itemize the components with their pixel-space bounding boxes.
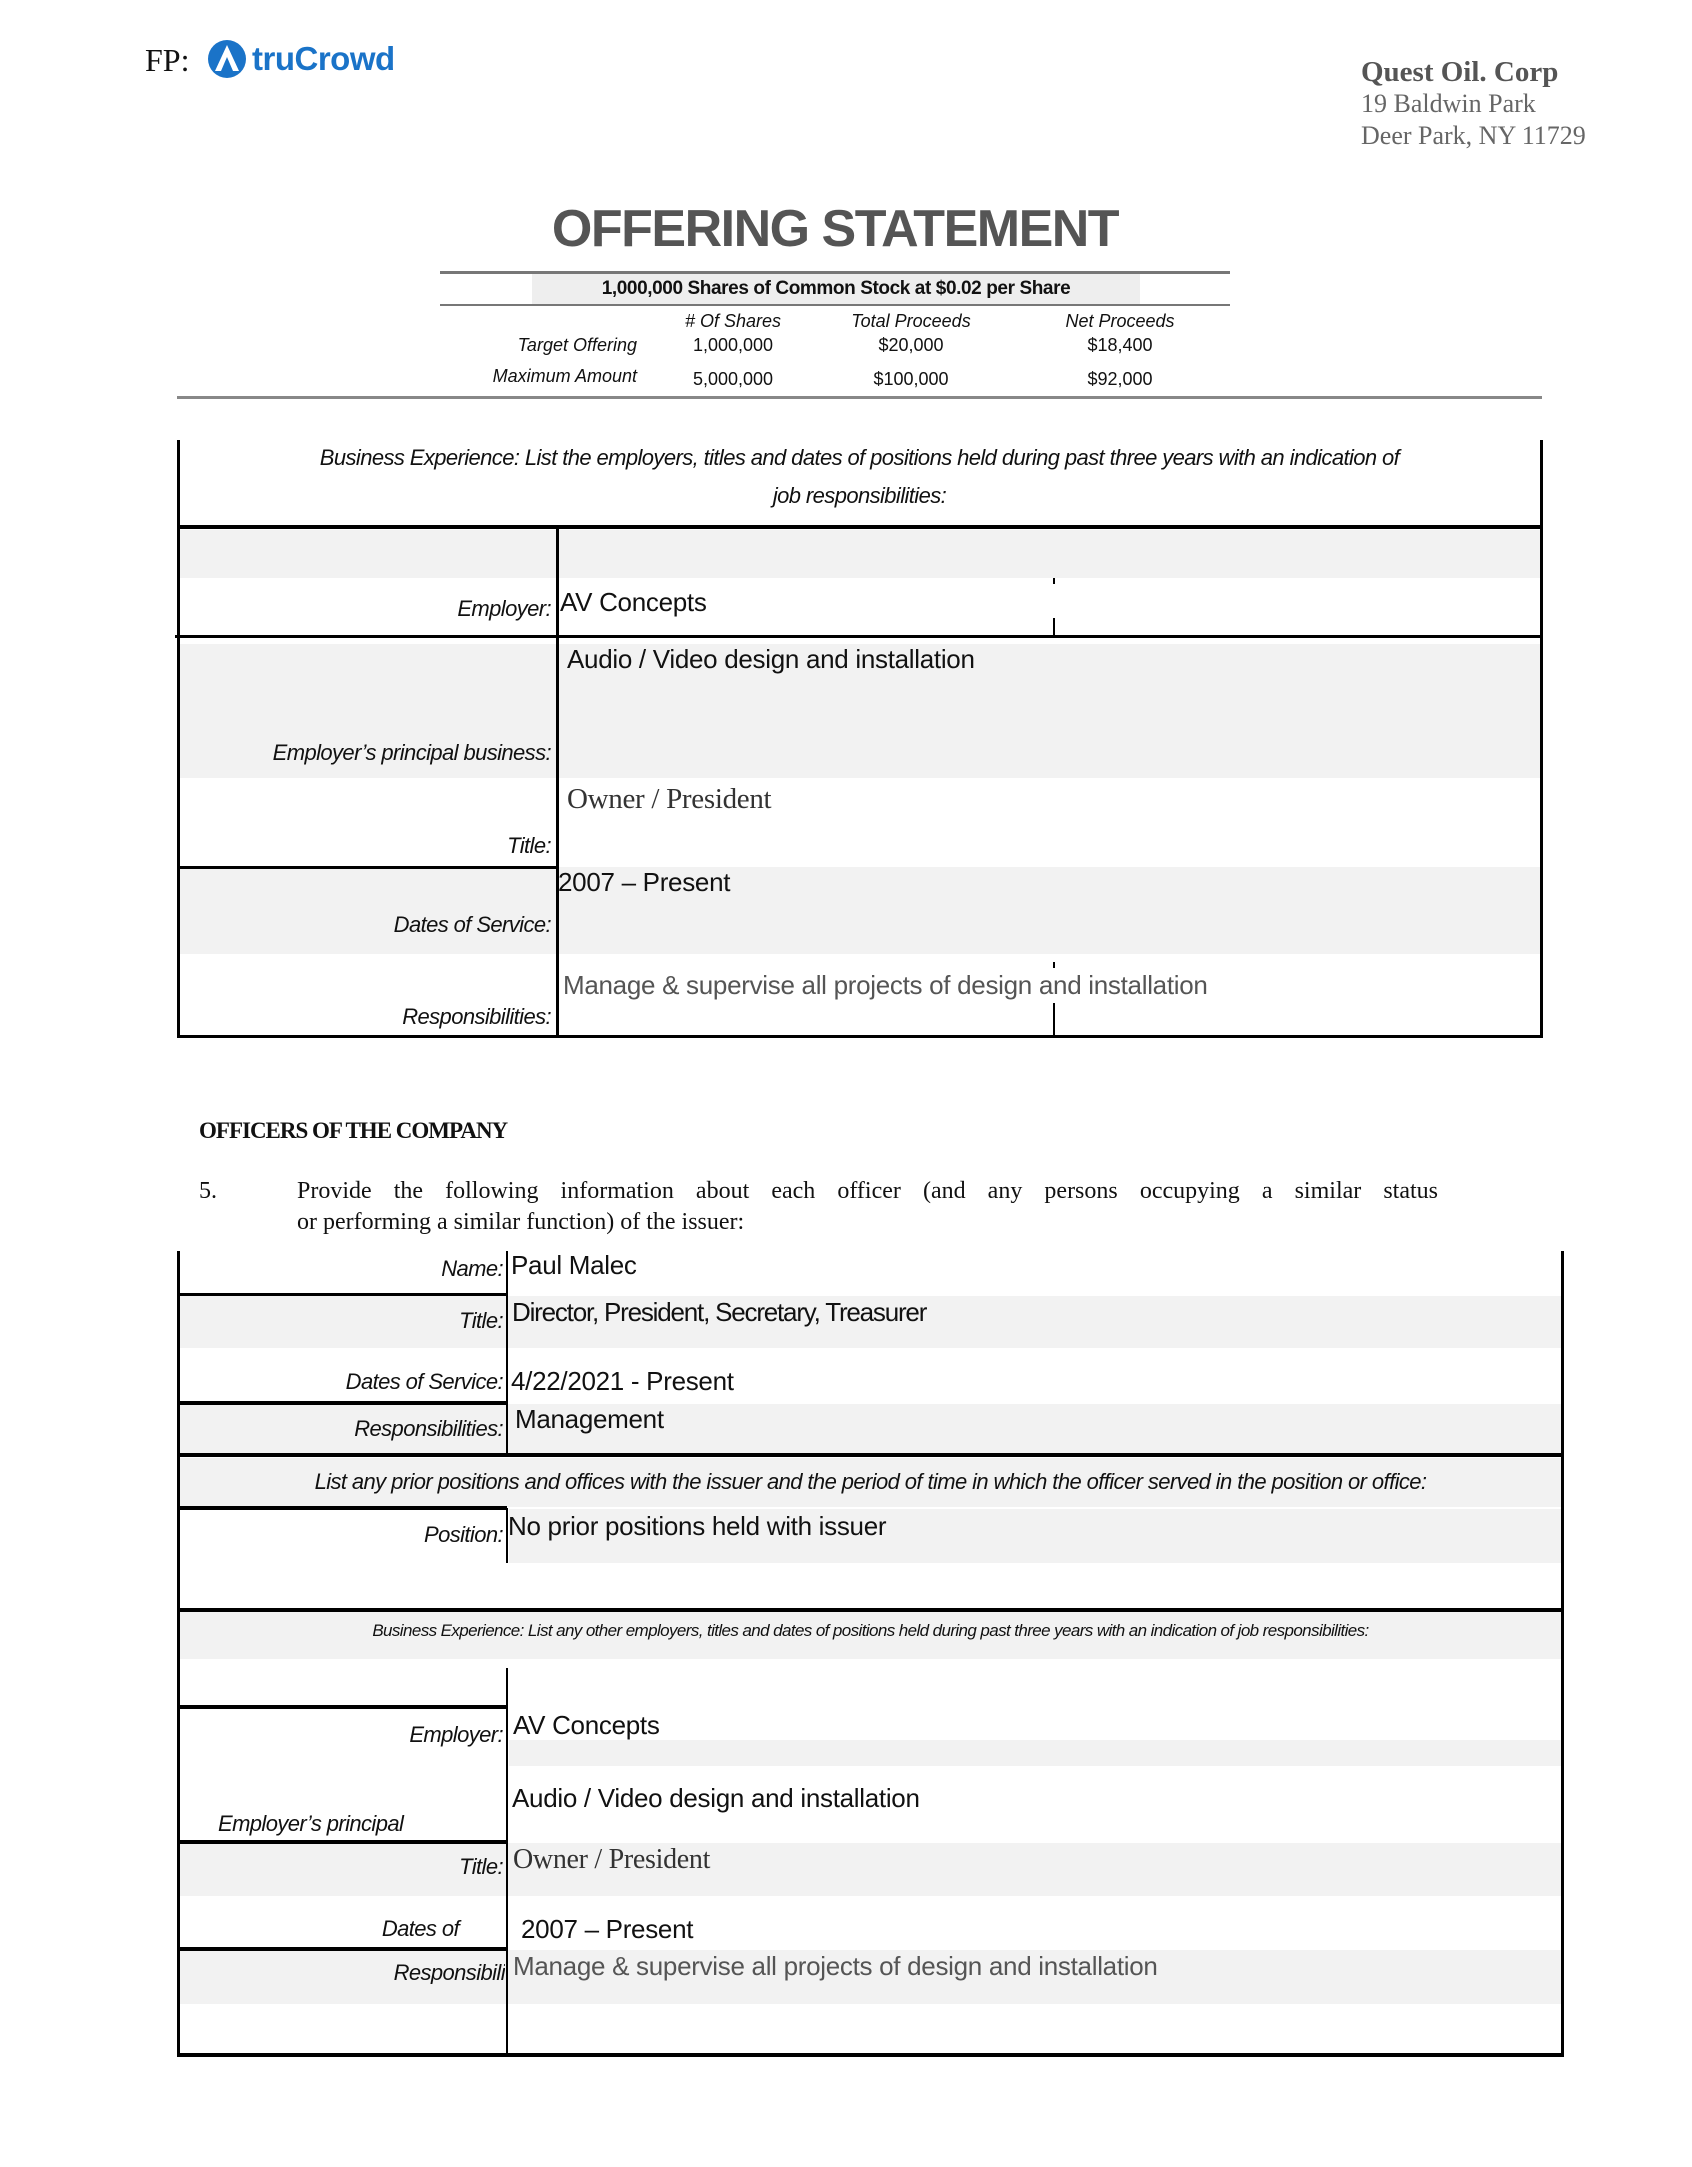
title-value: Director, President, Secretary, Treasurer: [512, 1297, 927, 1327]
cell: $92,000: [1087, 369, 1153, 389]
address-line1: 19 Baldwin Park: [1361, 89, 1536, 118]
responsibilities-value: Manage & supervise all projects of design and installation: [513, 1951, 1158, 1981]
position-value: No prior positions held with issuer: [508, 1511, 887, 1541]
item-text: or performing a similar function) of the issuer:: [297, 1209, 745, 1235]
business-experience-header: Business Experience: List any other employers, titles and dates of positions held during past three years with an indication of job responsibilities:: [372, 1621, 1369, 1640]
title-label: Title:: [459, 1854, 503, 1879]
title-label: Title:: [507, 833, 551, 858]
responsibilities-label: Responsibilities:: [354, 1416, 503, 1441]
dates-value: 2007 – Present: [558, 867, 731, 897]
cell: 5,000,000: [692, 369, 774, 389]
col-total: Total Proceeds: [851, 311, 971, 331]
business-value: Audio / Video design and installation: [567, 644, 975, 674]
responsibilities-label: Responsibilities:: [402, 1004, 551, 1029]
position-label: Position:: [424, 1522, 503, 1547]
divider: [440, 304, 1230, 306]
dates-value: 4/22/2021 - Present: [511, 1366, 734, 1396]
divider: [177, 396, 1542, 399]
employer-value: AV Concepts: [560, 587, 707, 617]
prior-positions-header: List any prior positions and offices with the issuer and the period of time in which the officer served in the position or office:: [314, 1469, 1427, 1494]
row-label: Target Offering: [517, 335, 637, 355]
row-label: Maximum Amount: [492, 366, 637, 386]
dates-label: Dates of Service:: [345, 1369, 503, 1394]
employer-label: Employer:: [409, 1722, 503, 1747]
address-line2: Deer Park, NY 11729: [1361, 121, 1586, 150]
col-net: Net Proceeds: [1065, 311, 1175, 331]
section-heading: OFFICERS OF THE COMPANY: [199, 1118, 508, 1143]
item-number: 5.: [199, 1178, 217, 1204]
responsibilities-label: Responsibili: [393, 1962, 505, 1984]
dates-label: Dates of: [381, 1916, 459, 1941]
business-value: Audio / Video design and installation: [512, 1783, 920, 1813]
cell: $18,400: [1087, 335, 1153, 355]
business-label: Employer’s principal business:: [272, 740, 551, 765]
fp-label: FP:: [145, 42, 190, 78]
employer-value: AV Concepts: [513, 1710, 660, 1740]
section-header: Business Experience: List the employers, titles and dates of positions held during past three years with an indication of: [319, 445, 1400, 470]
section-header: job responsibilities:: [772, 483, 947, 508]
responsibilities-value: Management: [515, 1404, 664, 1434]
col-shares: # Of Shares: [684, 311, 782, 331]
trucrowd-logo-icon: [207, 37, 247, 81]
title-value: Owner / President: [513, 1844, 711, 1875]
cell: 1,000,000: [692, 335, 774, 355]
offering-subtitle: 1,000,000 Shares of Common Stock at $0.02 per Share: [601, 278, 1071, 299]
name-value: Paul Malec: [511, 1250, 637, 1280]
cell: $100,000: [873, 369, 949, 389]
page-title: OFFERING STATEMENT: [551, 200, 1119, 258]
responsibilities-value: Manage & supervise all projects of design and installation: [563, 970, 1208, 1000]
company-name: Quest Oil. Corp: [1361, 56, 1559, 88]
business-label: Employer’s principal: [218, 1811, 404, 1836]
title-value: Owner / President: [567, 783, 772, 815]
name-label: Name:: [441, 1256, 503, 1281]
employer-label: Employer:: [457, 596, 551, 621]
item-text: Provide the following information about each officer (and any persons occupying a similar status: [297, 1178, 1438, 1204]
title-label: Title:: [459, 1308, 503, 1333]
dates-label: Dates of Service:: [393, 912, 551, 937]
logo-text: truCrowd: [252, 40, 395, 77]
cell: $20,000: [878, 335, 944, 355]
dates-value: 2007 – Present: [521, 1914, 694, 1944]
